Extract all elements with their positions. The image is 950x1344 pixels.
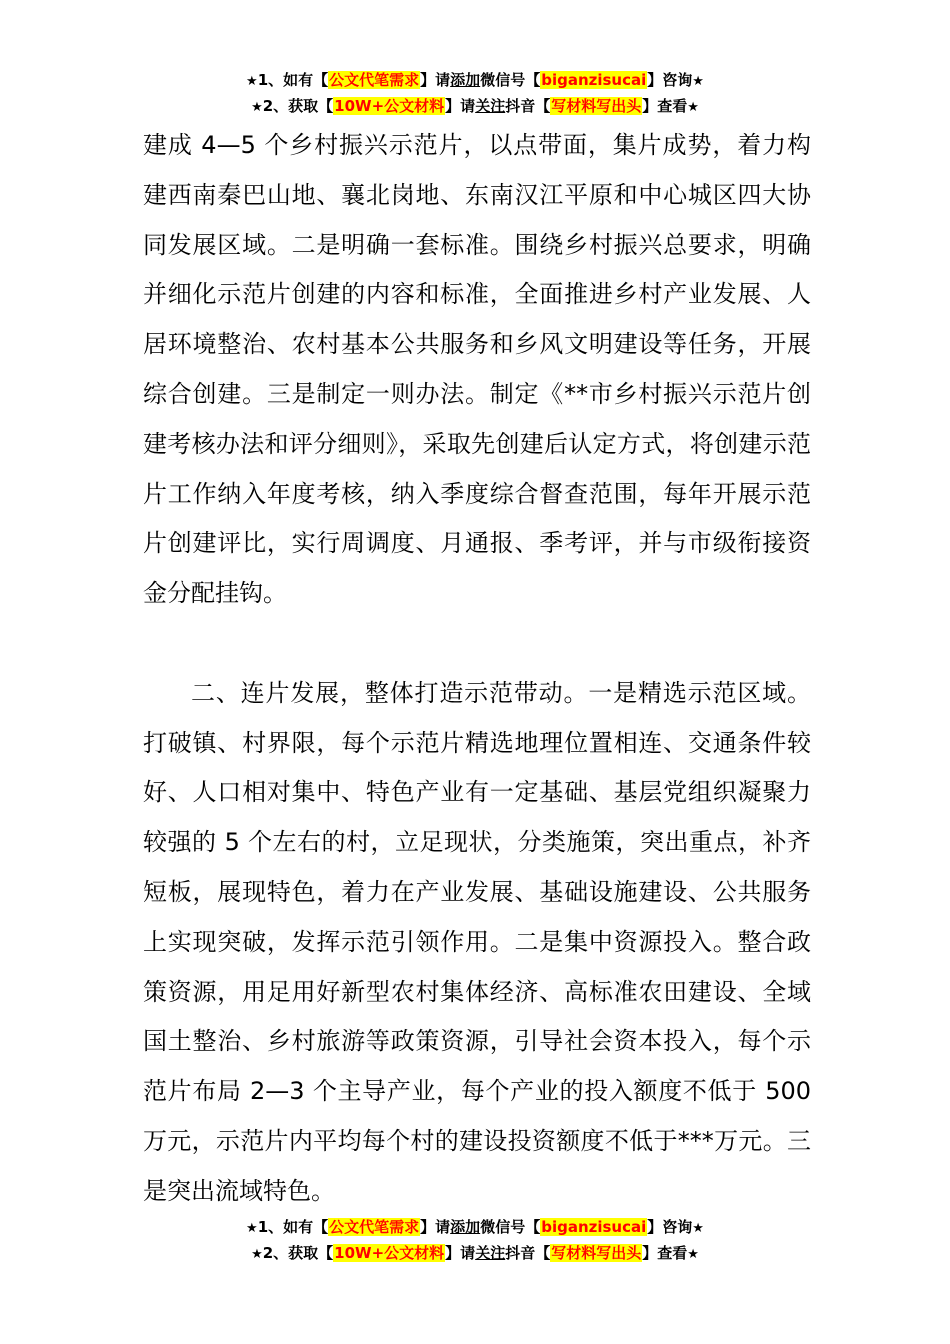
banner-text: 1、如有【 [257,71,329,89]
body-paragraph-1: 建成 4—5 个乡村振兴示范片，以点带面，集片成势，着力构建西南秦巴山地、襄北岗地、东南汉江平原和中心城区四大协同发展区域。二是明确一套标准。围绕乡村振兴总要求，明确并细化示范片创建的内容和标准，全面推进乡村产业发展、人居环境整治、农村基本公共服务和乡风文明建设等任务，开展综合创建。三是制定一则办法。制定《**市乡村振兴示范片创建考核办法和评分细则》，采取先创建后认定方式，将创建示范片工作纳入年度考核，纳入季度综合督查范围，每年开展示范片创建评比，实行周调度、月通报、季考评，并与市级衔接资金分配挂钩。 [143,131,811,608]
star-icon: ★ [246,74,258,89]
banner-text: 抖音【 [505,1244,551,1262]
banner-underlined-text: 添加 [450,1218,481,1236]
banner-text: 】请 [420,1218,451,1236]
banner-highlight: 公文代笔需求 [329,1218,420,1236]
banner-text: 】咨询 [647,71,693,89]
header-banner [0,68,950,120]
banner-underlined-text: 关注 [475,97,506,115]
footer-line-2 [0,1241,950,1267]
banner-text: 】咨询 [647,1218,693,1236]
star-icon: ★ [246,1221,258,1236]
banner-text: 微信号【 [480,1218,541,1236]
banner-underlined-text: 关注 [475,1244,506,1262]
wechat-id-highlight: biganzisucai [541,1218,647,1236]
footer-banner [0,1215,950,1267]
body-paragraph-2: 二、连片发展，整体打造示范带动。一是精选示范区域。打破镇、村界限，每个示范片精选地理位置相连、交通条件较好、人口相对集中、特色产业有一定基础、基层党组织凝聚力较强的 5 个左右的村，立足现状，分类施策，突出重点，补齐短板，展现特色，着力在产业发展、基础设施建设、公共服务上实现突破，发挥示范引领作用。二是集中资源投入。整合政策资源，用足用好新型农村集体经济、高标准农田建设、全域国土整治、乡村旅游等政策资源，引导社会资本投入，每个示范片布局 2—3 个主导产业，每个产业的投入额度不低于 500 万元，示范片内平均每个村的建设投资额度不低于***万元。三是突出流域特色。 [143,678,811,1205]
banner-highlight: 10W+公文材料 [334,97,445,115]
star-icon: ★ [692,1221,704,1236]
document-body [143,121,811,1217]
banner-underlined-text: 添加 [450,71,481,89]
banner-text: 】查看 [642,97,688,115]
star-icon: ★ [687,1247,699,1262]
star-icon: ★ [251,1247,263,1262]
banner-text: 2、获取【 [262,1244,334,1262]
header-line-2 [0,94,950,120]
banner-text: 1、如有【 [257,1218,329,1236]
douyin-account-highlight: 写材料写出头 [551,97,642,115]
banner-text: 抖音【 [505,97,551,115]
header-line-1 [0,68,950,94]
banner-text: 】请 [420,71,451,89]
footer-line-1 [0,1215,950,1241]
banner-text: 】请 [445,97,476,115]
banner-text: 】查看 [642,1244,688,1262]
wechat-id-highlight: biganzisucai [541,71,647,89]
banner-highlight: 公文代笔需求 [329,71,420,89]
star-icon: ★ [251,100,263,115]
banner-text: 】请 [445,1244,476,1262]
star-icon: ★ [687,100,699,115]
banner-highlight: 10W+公文材料 [334,1244,445,1262]
banner-text: 2、获取【 [262,97,334,115]
banner-text: 微信号【 [480,71,541,89]
douyin-account-highlight: 写材料写出头 [551,1244,642,1262]
star-icon: ★ [692,74,704,89]
